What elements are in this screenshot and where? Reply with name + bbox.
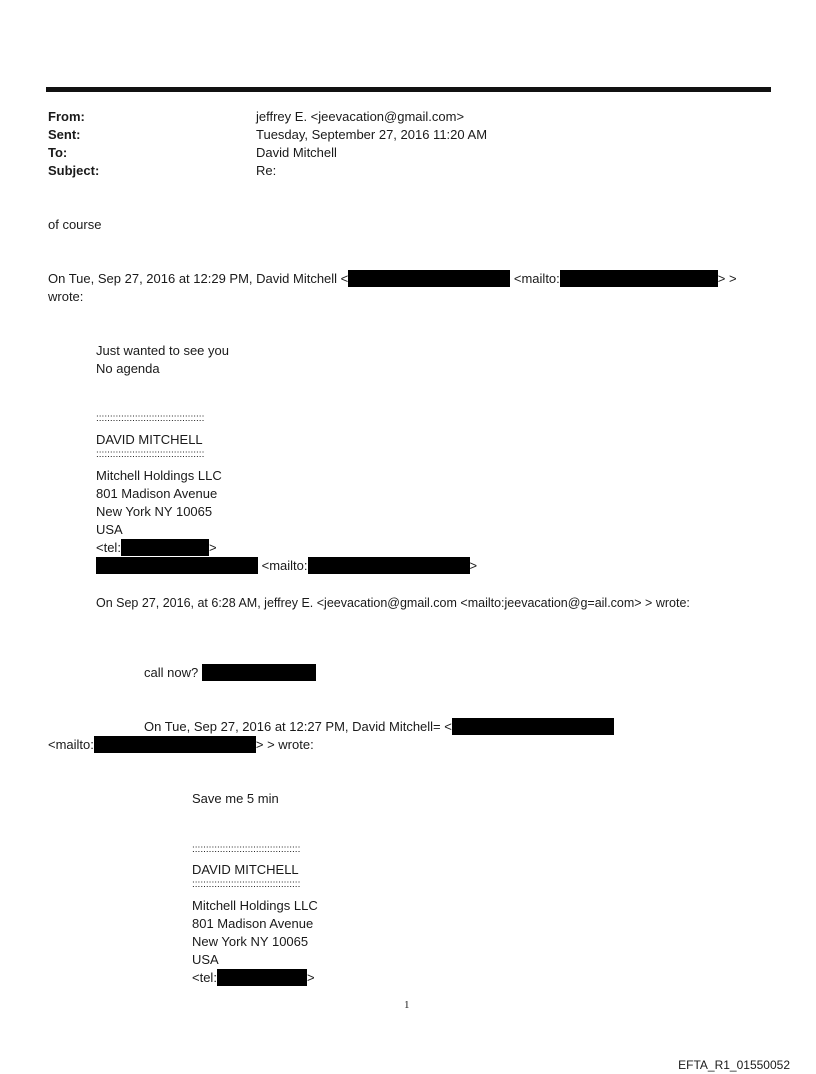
sent-label: Sent: <box>48 127 81 142</box>
quote3-attribution <box>144 718 614 736</box>
signature1-tel <box>96 539 217 557</box>
redacted-email <box>96 557 258 574</box>
signature2-tel <box>192 969 315 987</box>
signature2-city: New York NY 10065 <box>192 934 309 949</box>
signature1-email <box>96 557 477 575</box>
quote1-attrib-wrote: wrote: <box>48 289 84 304</box>
signature2-dots-top: ::::::::::::::::::::::::::::::::::::::: <box>192 844 301 855</box>
signature1-dots-top: ::::::::::::::::::::::::::::::::::::::: <box>96 413 205 424</box>
from-value: jeffrey E. <jeevacation@gmail.com> <box>256 109 465 124</box>
subject-label: Subject: <box>48 163 100 178</box>
quote1-attrib-mailto: <mailto: <box>513 271 560 286</box>
quote1-line1: Just wanted to see you <box>96 343 229 358</box>
signature1-street: 801 Madison Avenue <box>96 486 218 501</box>
signature1-company: Mitchell Holdings LLC <box>96 468 222 483</box>
redacted-phone <box>202 664 316 681</box>
signature2-country: USA <box>192 952 219 967</box>
quote1-attrib-suffix: > > <box>717 271 737 286</box>
redacted-phone <box>217 969 307 986</box>
page-number: 1 <box>404 999 410 1011</box>
signature2-tel-suffix: > <box>306 970 315 985</box>
signature1-name: DAVID MITCHELL <box>96 432 203 447</box>
redacted-email <box>452 718 614 735</box>
redacted-email <box>560 270 718 287</box>
signature2-company: Mitchell Holdings LLC <box>192 898 318 913</box>
quote3-mailto-prefix: <mailto: <box>48 737 94 752</box>
document-id: EFTA_R1_01550052 <box>678 1058 790 1072</box>
redacted-phone <box>121 539 209 556</box>
signature1-country: USA <box>96 522 123 537</box>
quote3-text: Save me 5 min <box>192 791 279 806</box>
quote3-mailto-suffix: > > wrote: <box>255 737 314 752</box>
redacted-email <box>308 557 470 574</box>
redacted-email <box>94 736 256 753</box>
sent-value: Tuesday, September 27, 2016 11:20 AM <box>256 127 488 142</box>
signature2-street: 801 Madison Avenue <box>192 916 314 931</box>
signature1-tel-prefix: <tel: <box>96 540 121 555</box>
to-label: To: <box>48 145 68 160</box>
from-label: From: <box>48 109 85 124</box>
reply-text: of course <box>48 217 102 232</box>
header-rule <box>46 87 771 92</box>
signature1-tel-suffix: > <box>208 540 217 555</box>
signature2-tel-prefix: <tel: <box>192 970 217 985</box>
quote1-attrib-prefix: On Tue, Sep 27, 2016 at 12:29 PM, David Mitchell < <box>48 271 349 286</box>
signature1-dots-bottom: ::::::::::::::::::::::::::::::::::::::: <box>96 449 205 460</box>
quote3-mailto-line <box>48 736 314 754</box>
redacted-email <box>348 270 510 287</box>
quote2-text: call now? <box>144 665 199 680</box>
to-value: David Mitchell <box>256 145 337 160</box>
quote1-line2: No agenda <box>96 361 160 376</box>
subject-value: Re: <box>256 163 277 178</box>
quote3-attrib-prefix: On Tue, Sep 27, 2016 at 12:27 PM, David Mitchell= < <box>144 719 452 734</box>
signature2-name: DAVID MITCHELL <box>192 862 299 877</box>
signature1-mailto-prefix: <mailto: <box>261 558 308 573</box>
signature1-mailto-suffix: > <box>469 558 478 573</box>
quote2-attribution: On Sep 27, 2016, at 6:28 AM, jeffrey E. <jeevacation@gmail.com <mailto:jeevacation@g=ail.com> > wrote: <box>96 596 690 610</box>
quote1-attribution <box>48 270 737 288</box>
signature2-dots-bottom: ::::::::::::::::::::::::::::::::::::::: <box>192 879 301 890</box>
quote2-line <box>144 664 316 682</box>
signature1-city: New York NY 10065 <box>96 504 213 519</box>
